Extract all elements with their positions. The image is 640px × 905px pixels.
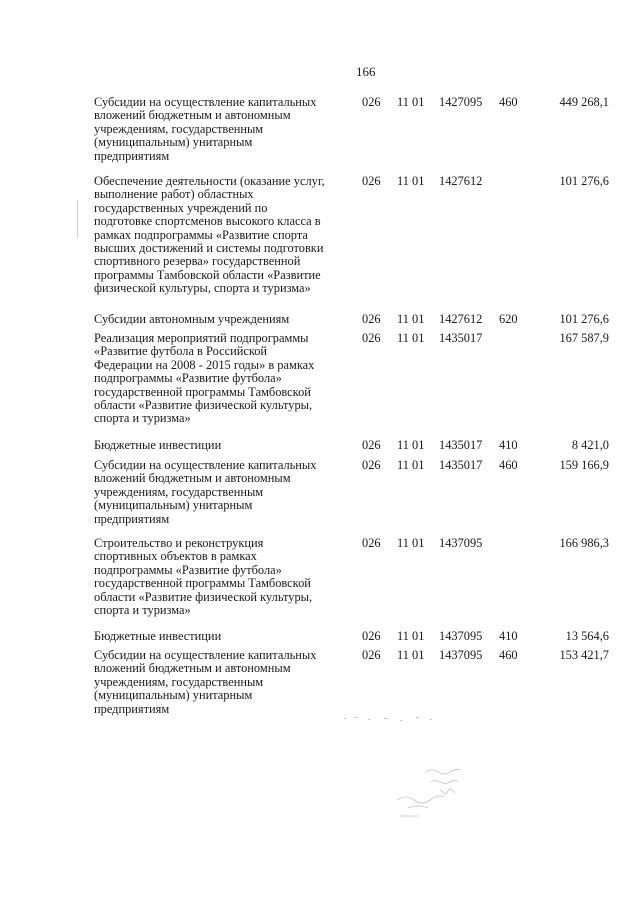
row-section-code: 11 01 <box>397 331 425 345</box>
row-ved-code: 026 <box>362 458 381 472</box>
row-section-code: 11 01 <box>397 629 425 643</box>
row-expense-type: 620 <box>499 312 518 326</box>
page-number: 166 <box>356 64 376 79</box>
row-description: Бюджетные инвестиции <box>94 629 222 643</box>
row-expense-type: 460 <box>499 648 518 662</box>
row-amount: 8 421,0 <box>571 438 609 452</box>
row-amount: 166 986,3 <box>559 536 609 550</box>
row-section-code: 11 01 <box>397 174 425 188</box>
row-target-code: 1437095 <box>439 629 483 643</box>
row-description: Реализация мероприятий подпрограммы «Развитие футбола в Российской Федерации на 2008 - 2015 годы» в рамках подпрограммы «Развитие футбола» государственной программы Тамбовской области «Развитие физической культуры, спорта и туризма» <box>94 331 315 426</box>
row-ved-code: 026 <box>362 312 381 326</box>
stamp-mark <box>378 760 508 830</box>
row-ved-code: 026 <box>362 648 381 662</box>
row-target-code: 1427612 <box>439 174 483 188</box>
row-description: Субсидии на осуществление капитальных вложений бюджетным и автономным учреждениям, государственным (муниципальным) унитарным предприятиям <box>94 648 317 716</box>
row-target-code: 1427612 <box>439 312 483 326</box>
row-target-code: 1437095 <box>439 648 483 662</box>
row-target-code: 1427095 <box>439 95 483 109</box>
row-target-code: 1435017 <box>439 438 483 452</box>
row-section-code: 11 01 <box>397 536 425 550</box>
row-section-code: 11 01 <box>397 458 425 472</box>
row-target-code: 1435017 <box>439 331 483 345</box>
row-ved-code: 026 <box>362 629 381 643</box>
row-section-code: 11 01 <box>397 648 425 662</box>
row-ved-code: 026 <box>362 174 381 188</box>
margin-scan-mark <box>76 200 80 240</box>
row-amount: 153 421,7 <box>559 648 609 662</box>
row-ved-code: 026 <box>362 536 381 550</box>
row-expense-type: 460 <box>499 95 518 109</box>
row-target-code: 1437095 <box>439 536 483 550</box>
row-section-code: 11 01 <box>397 312 425 326</box>
row-expense-type: 410 <box>499 629 518 643</box>
row-amount: 13 564,6 <box>565 629 609 643</box>
row-description: Обеспечение деятельности (оказание услуг, выполнение работ) областных государственных учреждений по подготовке спортсменов высокого класса в рамках подпрограммы «Развитие спорта высших достижений и системы подготовки спортивного резерва» государственной программы Тамбовской области «Развитие физической культуры, спорта и туризма» <box>94 174 325 296</box>
row-description: Субсидии автономным учреждениям <box>94 312 290 326</box>
row-amount: 101 276,6 <box>559 312 609 326</box>
row-target-code: 1435017 <box>439 458 483 472</box>
scan-artifact-marks <box>340 712 440 726</box>
row-description: Строительство и реконструкция спортивных объектов в рамках подпрограммы «Развитие футбола» государственной программы Тамбовской области «Развитие физической культуры, спорта и туризма» <box>94 536 313 618</box>
row-section-code: 11 01 <box>397 95 425 109</box>
row-description: Субсидии на осуществление капитальных вложений бюджетным и автономным учреждениям, государственным (муниципальным) унитарным предприятиям <box>94 95 317 163</box>
row-amount: 449 268,1 <box>559 95 609 109</box>
row-expense-type: 460 <box>499 458 518 472</box>
row-ved-code: 026 <box>362 331 381 345</box>
row-expense-type: 410 <box>499 438 518 452</box>
row-amount: 101 276,6 <box>559 174 609 188</box>
row-description: Бюджетные инвестиции <box>94 438 222 452</box>
row-description: Субсидии на осуществление капитальных вложений бюджетным и автономным учреждениям, государственным (муниципальным) унитарным предприятиям <box>94 458 317 526</box>
row-ved-code: 026 <box>362 95 381 109</box>
row-ved-code: 026 <box>362 438 381 452</box>
row-section-code: 11 01 <box>397 438 425 452</box>
row-amount: 159 166,9 <box>559 458 609 472</box>
row-amount: 167 587,9 <box>559 331 609 345</box>
